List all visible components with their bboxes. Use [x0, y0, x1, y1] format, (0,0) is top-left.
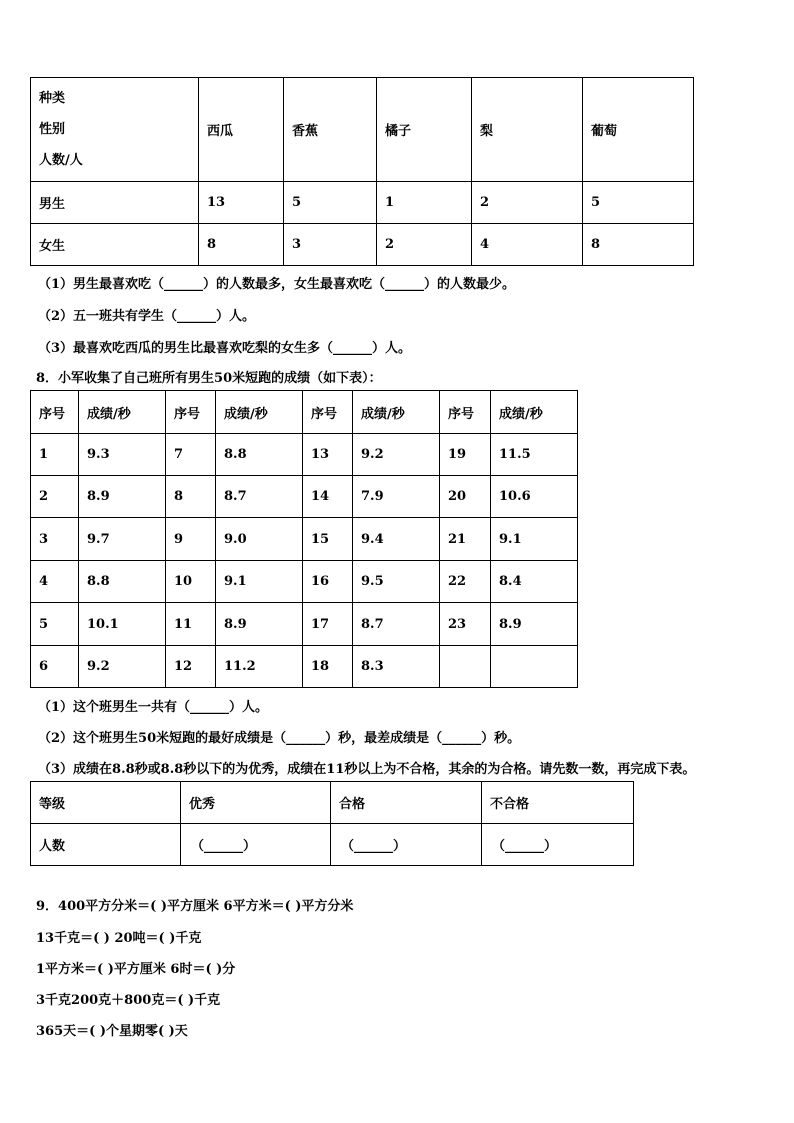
column-header: 成绩/秒 — [79, 391, 166, 434]
answer-blank: （______） — [331, 824, 482, 866]
cell — [440, 646, 491, 688]
cell: 9 — [166, 518, 216, 561]
cell: 9.3 — [79, 434, 166, 476]
header-gender-label: 性别 — [39, 122, 66, 137]
cell: 8.8 — [79, 561, 166, 603]
fruit-header: 西瓜 — [199, 78, 284, 182]
column-header: 序号 — [166, 391, 216, 434]
fruit-preference-table — [30, 77, 694, 266]
cell: 9.1 — [491, 518, 578, 561]
column-header: 合格 — [331, 782, 482, 824]
q8-item-1: （1）这个班男生一共有（______）人。 — [38, 700, 269, 715]
cell: 2 — [31, 476, 79, 518]
cell: 8.4 — [491, 561, 578, 603]
table-row — [31, 434, 578, 476]
fruit-header: 梨 — [472, 78, 583, 182]
q7-item-1: （1）男生最喜欢吃（______）的人数最多，女生最喜欢吃（______）的人数最少。 — [38, 277, 516, 292]
cell: 9.7 — [79, 518, 166, 561]
cell: 17 — [303, 603, 353, 646]
cell: 10 — [166, 561, 216, 603]
q8-title: 8．小军收集了自己班所有男生50米短跑的成绩（如下表）： — [36, 371, 382, 386]
column-header: 不合格 — [482, 782, 634, 824]
table-header-row — [31, 782, 634, 824]
column-header: 序号 — [31, 391, 79, 434]
cell: 11.5 — [491, 434, 578, 476]
cell: 2 — [472, 182, 583, 224]
q8-item-2: （2）这个班男生50米短跑的最好成绩是（______）秒，最差成绩是（______）秒。 — [38, 731, 521, 746]
cell: 8 — [583, 224, 694, 266]
cell: 9.5 — [353, 561, 440, 603]
cell: 13 — [303, 434, 353, 476]
fruit-header: 橘子 — [377, 78, 472, 182]
q9-line-2: 13千克＝( ) 20吨＝( )千克 — [36, 931, 202, 946]
cell: 10.6 — [491, 476, 578, 518]
cell: 8.7 — [216, 476, 303, 518]
q9-line-4: 3千克200克＋800克＝( )千克 — [36, 993, 221, 1008]
row-label: 女生 — [31, 224, 199, 266]
cell: 9.2 — [79, 646, 166, 688]
cell: 8 — [166, 476, 216, 518]
fruit-header: 香蕉 — [284, 78, 377, 182]
cell: 15 — [303, 518, 353, 561]
table-row — [31, 476, 578, 518]
cell: 6 — [31, 646, 79, 688]
cell: 12 — [166, 646, 216, 688]
cell: 3 — [31, 518, 79, 561]
cell: 4 — [31, 561, 79, 603]
cell: 8.9 — [491, 603, 578, 646]
cell: 22 — [440, 561, 491, 603]
cell — [491, 646, 578, 688]
cell: 8.7 — [353, 603, 440, 646]
cell: 8.8 — [216, 434, 303, 476]
answer-blank: （______） — [181, 824, 331, 866]
cell: 18 — [303, 646, 353, 688]
table-row — [31, 824, 634, 866]
cell: 4 — [472, 224, 583, 266]
column-header: 序号 — [303, 391, 353, 434]
column-header: 成绩/秒 — [353, 391, 440, 434]
cell: 1 — [31, 434, 79, 476]
table-header-row — [31, 391, 578, 434]
cell: 3 — [284, 224, 377, 266]
column-header: 成绩/秒 — [491, 391, 578, 434]
fruit-header: 葡萄 — [583, 78, 694, 182]
q7-item-3: （3）最喜欢吃西瓜的男生比最喜欢吃梨的女生多（______）人。 — [38, 341, 412, 356]
row-label: 男生 — [31, 182, 199, 224]
cell: 10.1 — [79, 603, 166, 646]
table-row — [31, 518, 578, 561]
table-row — [31, 603, 578, 646]
cell: 21 — [440, 518, 491, 561]
cell: 9.1 — [216, 561, 303, 603]
header-category-label: 种类 — [39, 91, 66, 106]
cell: 14 — [303, 476, 353, 518]
cell: 20 — [440, 476, 491, 518]
cell: 5 — [583, 182, 694, 224]
column-header: 序号 — [440, 391, 491, 434]
table-row — [31, 182, 694, 224]
table-row — [31, 224, 694, 266]
cell: 9.4 — [353, 518, 440, 561]
column-header: 等级 — [31, 782, 181, 824]
cell: 11.2 — [216, 646, 303, 688]
q9-line-1: 9．400平方分米＝( )平方厘米 6平方米＝( )平方分米 — [36, 899, 354, 914]
cell: 1 — [377, 182, 472, 224]
q7-item-2: （2）五一班共有学生（______）人。 — [38, 309, 256, 324]
cell: 8.9 — [79, 476, 166, 518]
column-header: 成绩/秒 — [216, 391, 303, 434]
cell: 16 — [303, 561, 353, 603]
cell: 5 — [284, 182, 377, 224]
grade-summary-table — [30, 781, 634, 866]
cell: 2 — [377, 224, 472, 266]
answer-blank: （______） — [482, 824, 634, 866]
q8-item-3: （3）成绩在8.8秒或8.8秒以下的为优秀，成绩在11秒以上为不合格，其余的为合格。请先数一数，再完成下表。 — [38, 762, 696, 777]
cell: 7 — [166, 434, 216, 476]
table-row — [31, 646, 578, 688]
cell: 7.9 — [353, 476, 440, 518]
cell: 23 — [440, 603, 491, 646]
cell: 9.2 — [353, 434, 440, 476]
header-count-label: 人数/人 — [39, 153, 83, 168]
cell: 8 — [199, 224, 284, 266]
cell: 8.9 — [216, 603, 303, 646]
column-header: 优秀 — [181, 782, 331, 824]
cell: 11 — [166, 603, 216, 646]
table-row — [31, 561, 578, 603]
cell: 9.0 — [216, 518, 303, 561]
header-diagonal-cell — [31, 78, 199, 182]
cell: 8.3 — [353, 646, 440, 688]
sprint-results-table — [30, 390, 578, 688]
cell: 5 — [31, 603, 79, 646]
row-label: 人数 — [31, 824, 181, 866]
q9-line-5: 365天＝( )个星期零( )天 — [36, 1024, 188, 1039]
cell: 13 — [199, 182, 284, 224]
cell: 19 — [440, 434, 491, 476]
q9-line-3: 1平方米＝( )平方厘米 6时＝( )分 — [36, 962, 236, 977]
